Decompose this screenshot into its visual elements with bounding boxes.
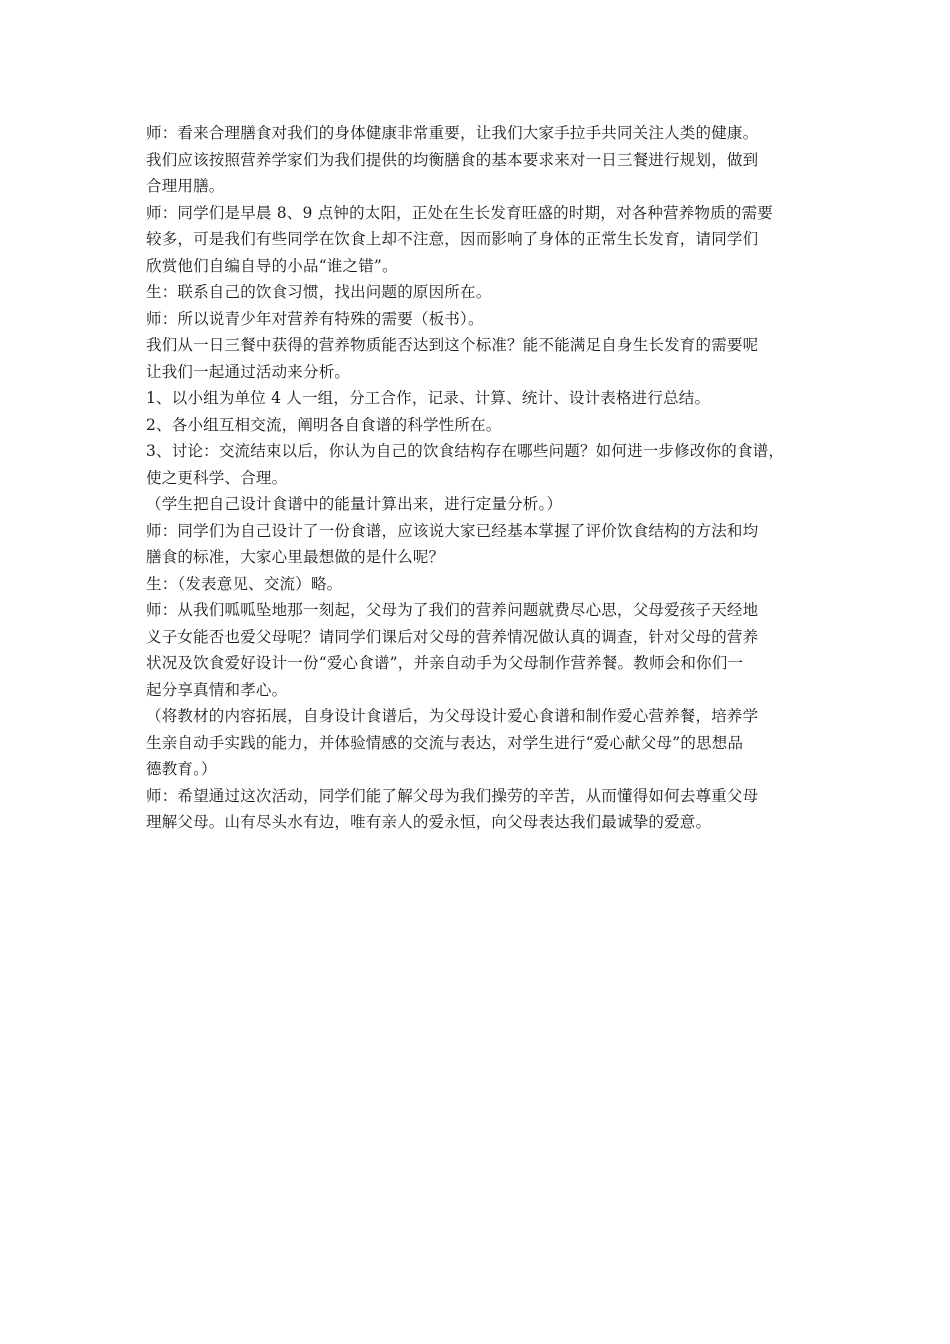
text-line: 3、讨论：交流结束以后，你认为自己的饮食结构存在哪些问题？如何进一步修改你的食谱， bbox=[146, 442, 785, 460]
text-line: 1、以小组为单位 4 人一组，分工合作，记录、计算、统计、设计表格进行总结。 bbox=[146, 389, 711, 407]
text-line: 生：联系自己的饮食习惯，找出问题的原因所在。 bbox=[146, 283, 492, 301]
text-line: 欣赏他们自编自导的小品“谁之错”。 bbox=[146, 256, 398, 275]
text-line: 较多，可是我们有些同学在饮食上却不注意，因而影响了身体的正常生长发育，请同学们 bbox=[146, 230, 759, 248]
text-line: 合理用膳。 bbox=[146, 177, 225, 195]
text-line: 师：同学们为自己设计了一份食谱，应该说大家已经基本掌握了评价饮食结构的方法和均 bbox=[146, 521, 759, 540]
text-line: 师：看来合理膳食对我们的身体健康非常重要，让我们大家手拉手共同关注人类的健康。 bbox=[146, 124, 759, 142]
text-line: 让我们一起通过活动来分析。 bbox=[146, 362, 351, 381]
text-line: 理解父母。山有尽头水有边，唯有亲人的爱永恒，向父母表达我们最诚挚的爱意。 bbox=[146, 813, 712, 831]
text-line: 生亲自动手实践的能力，并体验情感的交流与表达，对学生进行“爱心献父母”的思想品 bbox=[146, 733, 744, 752]
text-line: 2、各小组互相交流，阐明各自食谱的科学性所在。 bbox=[146, 415, 502, 434]
text-line: 师：从我们呱呱坠地那一刻起，父母为了我们的营养问题就费尽心思，父母爱孩子天经地 bbox=[146, 601, 759, 619]
text-line: 膳食的标准，大家心里最想做的是什么呢？ bbox=[146, 548, 445, 566]
document-body bbox=[146, 120, 826, 836]
text-line: 我们应该按照营养学家们为我们提供的均衡膳食的基本要求来对一日三餐进行规划，做到 bbox=[146, 150, 759, 169]
text-line: 师：所以说青少年对营养有特殊的需要（板书）。 bbox=[146, 309, 484, 328]
text-line: （学生把自己设计食谱中的能量计算出来，进行定量分析。） bbox=[146, 495, 563, 513]
text-line: 使之更科学、合理。 bbox=[146, 468, 288, 487]
text-line: 师：希望通过这次活动，同学们能了解父母为我们操劳的辛苦，从而懂得如何去尊重父母 bbox=[146, 786, 759, 805]
text-line: 起分享真情和孝心。 bbox=[146, 680, 288, 699]
text-line: （将教材的内容拓展，自身设计食谱后，为父母设计爱心食谱和制作爱心营养餐，培养学 bbox=[146, 707, 759, 725]
text-line: 状况及饮食爱好设计一份“爱心食谱”，并亲自动手为父母制作营养餐。教师会和你们一 bbox=[146, 654, 744, 672]
text-line: 德教育。） bbox=[146, 760, 217, 778]
text-line: 生：（发表意见、交流）略。 bbox=[146, 574, 343, 593]
text-line: 义子女能否也爱父母呢？请同学们课后对父母的营养情况做认真的调查，针对父母的营养 bbox=[146, 627, 759, 646]
text-line: 师：同学们是早晨 8、9 点钟的太阳，正处在生长发育旺盛的时期，对各种营养物质的需要 bbox=[146, 203, 773, 222]
text-line: 我们从一日三餐中获得的营养物质能否达到这个标准？能不能满足自身生长发育的需要呢 bbox=[146, 336, 759, 354]
